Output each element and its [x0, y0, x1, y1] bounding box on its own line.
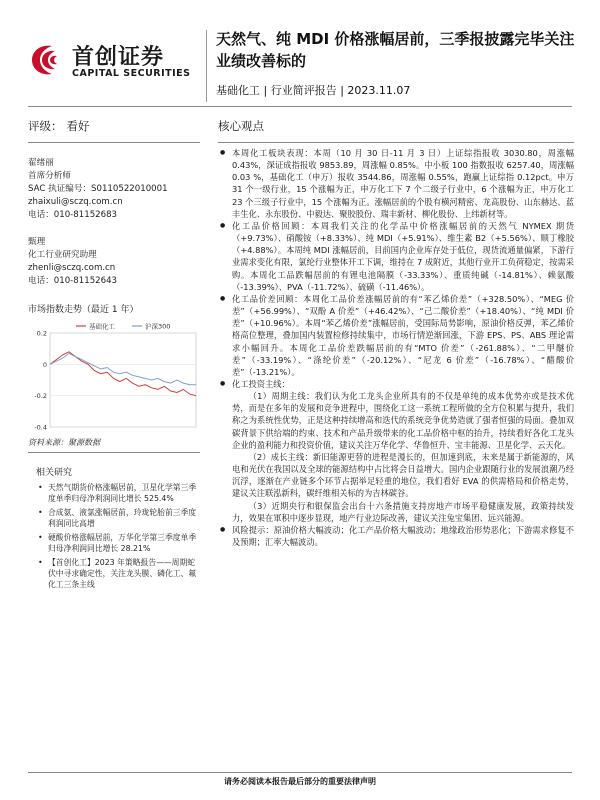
chart-y-tick-label: -0.4	[34, 423, 47, 432]
rating-divider	[28, 142, 200, 143]
core-view-item	[218, 378, 574, 524]
chart-legend-label: 基础化工	[89, 322, 115, 331]
chart-y-tick-label: 0	[42, 360, 47, 369]
analyst-name: 翟绪丽	[28, 158, 54, 168]
core-views-title: 核心观点	[218, 119, 264, 133]
chart-y-tick-label: 0.2	[36, 329, 47, 338]
core-view-item: ● 化工品价格回顾：本周我们关注的化学品中价格涨幅居前的天然气 NYMEX 期货（+9.73%）、硝酸铵（+8.33%）、纯 MDI（+5.91%）、维生素 B2（+5.56%）、顺丁橡胶（+4.88%）。本周纯 MDI 涨幅居前，目前国内企业库存处于低位，现货流通量偏紧，下游行业需求变化有限，氯纶行业整体开工下调，维持在 7 成附近，其他行业开工负荷稳定，按需采购。本周化工品跌幅居前的有锂电池隔膜（-33.33%）、重质纯碱（-14.81%）、赖氨酸（-13.39%）、PVA（-11.72%）、硫磺（-11.46%）。	[218, 220, 574, 293]
investment-theme-paragraph: （1）周期主线：我们认为化工龙头企业所具有的不仅是单纯的成本优势亦或是技术优势，而是在多年的发展和竞争进程中，围绕化工这一系统工程所做的全方位积累与提升，我们称之为系统性优势，正是这种持续增高和迭代的系统竞争优势造就了强者恒强的局面。叠加双碳背景下供给端的约束、技术和产品升级带来的化工品价格中枢的抬升，持续看好各化工龙头企业的盈利能力和投资价值，建议关注万华化学、华鲁恒升、宝丰能源、卫星化学、云天化。	[232, 391, 574, 450]
analyst-phone: 电话：010-81152643	[28, 276, 118, 286]
logo-english-name: CAPITAL SECURITIES	[72, 68, 191, 79]
top-rule	[28, 106, 572, 107]
chart-y-tick-label: -0.2	[34, 392, 47, 401]
investment-theme-paragraph: （3）近期央行和银保监会出台十六条措施支持房地产市场平稳健康发展，政策持续发力，效果在軍积中逐步显现，地产行业边际改善，建议关注兔宝集团、远兴能源。	[232, 500, 574, 523]
report-header	[0, 0, 600, 112]
chart-legend-label: 沪深300	[145, 322, 171, 331]
analyst-card	[28, 236, 200, 288]
chart-series-line	[50, 352, 196, 396]
core-views-list	[218, 147, 574, 548]
analyst-cert: SAC 执证编号：S0110522010001	[28, 184, 168, 194]
related-research-item[interactable]: • 合成氨、液氯涨幅居前，玲珑轮胎前三季度利润同比高增	[28, 507, 200, 529]
investment-theme-heading: ● 化工投资主线：	[232, 378, 290, 389]
investment-theme-paragraph: （2）成长主线：新旧能源更替的进程是漫长的，但加速到底，未来是属于新能源的，风电和光伏在我国以及全球的能源结构中占比将会日益增大。国内企业跟随行业的发展浪潮乃经沉浮，逐渐在产业链多个环节占据举足轻重的地位，我们看好 EVA 的供需格局和价格走势，建议关注联泓新科，碳纤维相关标的为吉林碳谷。	[232, 451, 574, 499]
company-logo	[28, 38, 208, 90]
analyst-role: 首席分析师	[28, 171, 71, 181]
related-research-item[interactable]: • 天然气期货价格涨幅居前，卫星化学第三季度单季归母净利润同比增长 525.4%	[28, 482, 200, 504]
analyst-name: 甄理	[28, 237, 46, 247]
core-views-section	[218, 118, 574, 548]
chart-canvas	[28, 319, 200, 433]
related-research-title: 相关研究	[36, 468, 73, 478]
rating-value: 看好	[66, 119, 90, 133]
analyst-email[interactable]: zhenli@sczq.com.cn	[28, 263, 116, 273]
market-index-chart	[28, 319, 200, 433]
chart-title: 市场指数走势（最近 1 年）	[28, 305, 139, 315]
rating-label: 评级：	[28, 119, 63, 133]
risk-warning: ● 风险提示：原油价格大幅波动；化工产品价格大幅波动；地缘政治形势恶化；下游需求修复不及预期；汇率大幅波动。	[218, 524, 574, 548]
report-subline: 基础化工 | 行业简评报告 | 2023.11.07	[216, 84, 411, 97]
core-view-item: ● 化工品价差回顾：本周化工品价差涨幅居前的有“苯乙烯价差”（+328.50%）、“MEG 价差”（+56.99%）、“双酚 A 价差”（+46.42%）、“己二酸价差”（+18.40%）、“纯 MDI 价差”（+10.96%）。本周“苯乙烯价差”涨幅居前，受国际局势影响，原油价格反弹，苯乙烯价格高位整理，叠加国内装置检修持续集中，市场行情逆渐回涨，下游 EPS、PS、ABS 理论需求小幅回升。本周化工品价差跌幅居前的有“MTO 价差”（-261.88%）、“二甲醚价差”（-33.19%）、“涤纶价差”（-20.12%）、“尼龙 6 价差”（-16.78%）、“醋酸价差”（-13.21%）。	[218, 293, 574, 378]
core-views-divider	[218, 142, 574, 143]
analyst-phone: 电话：010-81152683	[28, 210, 118, 220]
rating	[28, 118, 200, 136]
report-title: 天然气、纯 MDI 价格涨幅居前，三季报披露完毕关注业绩改善标的	[216, 30, 575, 70]
related-research-item[interactable]: • 硬酸价格涨幅居前，万华化学第三季度单季归母净利润同比增长 28.21%	[28, 532, 200, 554]
logo-mark-icon	[28, 42, 68, 78]
analyst-role: 化工行业研究助理	[28, 250, 97, 260]
chart-source: 资料来源：聚源数据	[28, 438, 100, 447]
related-research-item[interactable]: • 【首创化工】2023 年策略报告——周期蛇伏中寻求确定性，关注龙头膜、磷化工、氟化工三条主线	[28, 557, 200, 590]
analyst-email[interactable]: zhaixuli@sczq.com.cn	[28, 197, 123, 207]
left-divider	[28, 452, 200, 453]
core-view-item: ● 本周化工板块表现：本周（10 月 30 日-11 月 3 日）上证综指报收 3030.80，周涨幅 0.43%，深证成指报收 9853.89，周涨幅 0.85%。中小板 100 指数报收 6257.40，周涨幅 0.03 %，基础化工（申万）报收 3544.86，周涨幅 0.55%，跑赢上证综指 0.12pct。申万 31 个一级行业，15 个涨幅为正，申万化工下 7 个二级子行业中，6 个涨幅为正，申万化工 23 个三级子行业中，15 个涨幅为正。涨幅居前的个股有横河精密、龙高股份、山东赫达、蓝丰生化、永东股份、中毅达、聚胶股份、瑞丰新材、柳化股份、上纬新材等。	[218, 147, 574, 220]
related-research-list	[28, 482, 200, 590]
legal-disclaimer-footer: 请务必阅读本报告最后部分的重要法律声明	[224, 777, 376, 786]
bottom-rule	[28, 772, 572, 773]
analyst-card	[28, 157, 200, 222]
logo-chinese-name: 首创证券	[72, 45, 165, 70]
left-sidebar	[28, 118, 200, 593]
header-divider	[206, 30, 207, 102]
